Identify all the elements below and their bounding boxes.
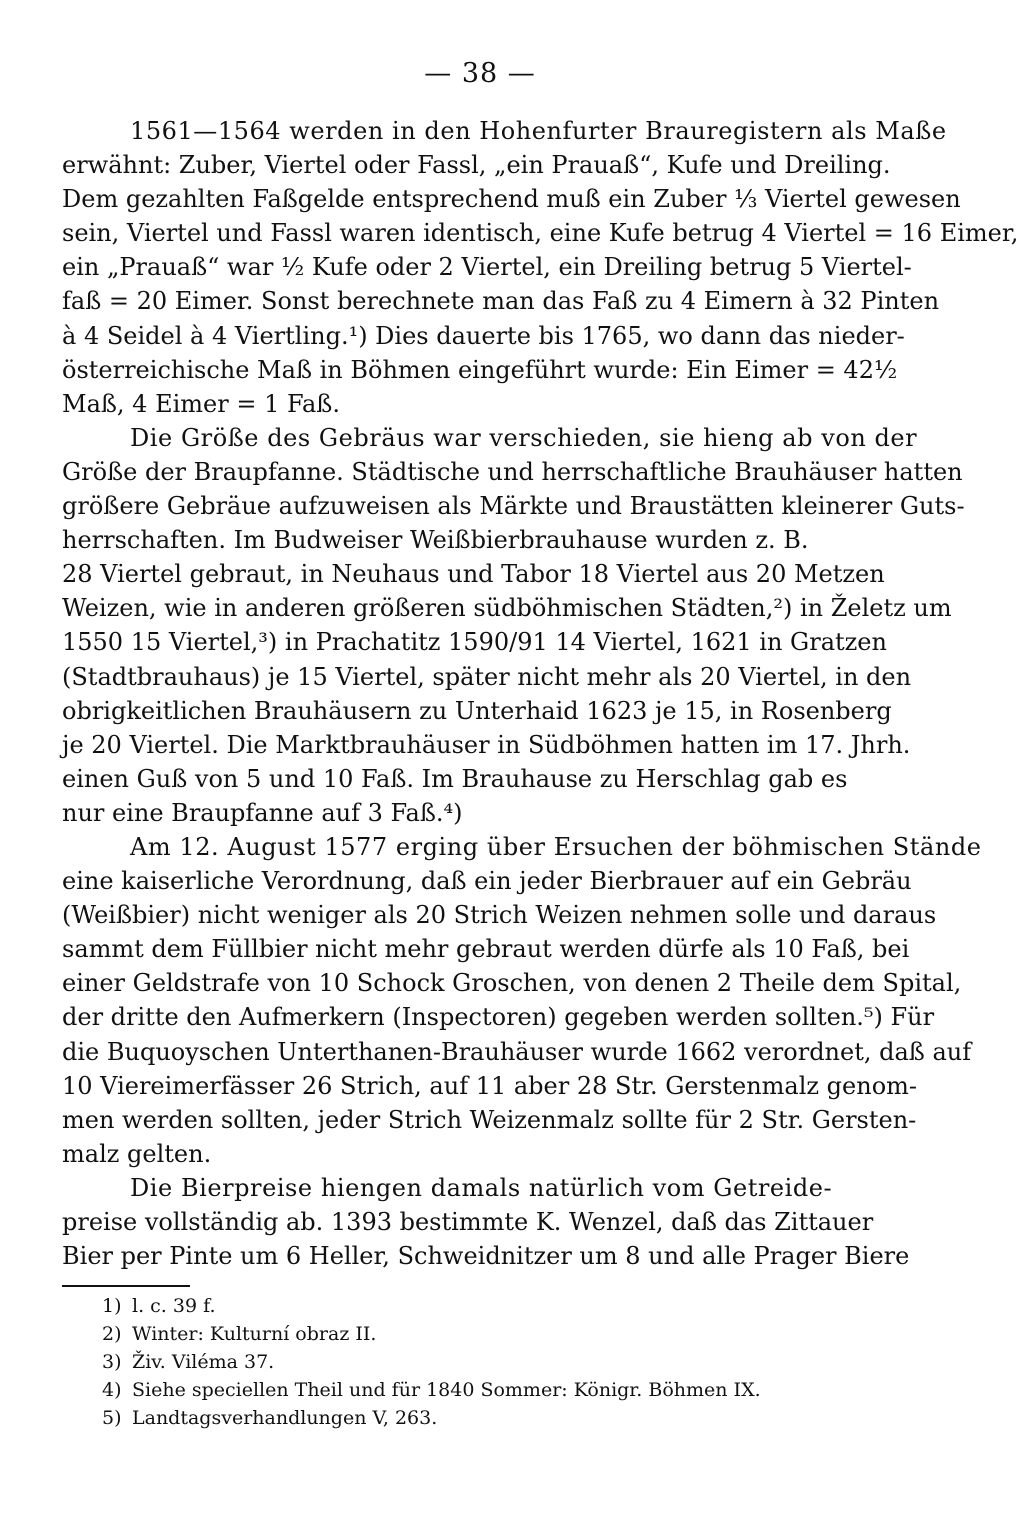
text-line: der dritte den Aufmerkern (Inspectoren) gegeben werden sollten.⁵) Für [62,1003,935,1032]
footnote-number: 1) [102,1295,122,1317]
text-line: einer Geldstrafe von 10 Schock Groschen, von denen 2 Theile dem Spital, [62,969,962,998]
text-line: herrschaften. Im Budweiser Weißbierbrauhause wurden z. B. [62,526,809,555]
footnote [102,1320,902,1348]
text-line: Bier per Pinte um 6 Heller, Schweidnitzer um 8 und alle Prager Biere [62,1242,910,1271]
footnote-text: Siehe speciellen Theil und für 1840 Sommer: Königr. Böhmen IX. [132,1379,761,1401]
text-line: einen Guß von 5 und 10 Faß. Im Brauhause zu Herschlag gab es [62,764,848,793]
text-line: (Weißbier) nicht weniger als 20 Strich Weizen nehmen solle und daraus [62,901,937,930]
footnote-text: Landtagsverhandlungen V, 263. [132,1407,438,1429]
text-line: sammt dem Füllbier nicht mehr gebraut werden dürfe als 10 Faß, bei [62,935,910,964]
text-line: eine kaiserliche Verordnung, daß ein jeder Bierbrauer auf ein Gebräu [62,867,912,896]
text-line: erwähnt: Zuber, Viertel oder Fassl, „ein Prauaß“, Kufe und Dreiling. [62,151,891,180]
footnote-text: Winter: Kulturní obraz II. [132,1323,377,1345]
text-line: Dem gezahlten Faßgelde entsprechend muß ein Zuber ⅓ Viertel gewesen [62,185,961,214]
text-line: Die Bierpreise hiengen damals natürlich vom Getreide- [130,1173,833,1202]
text-line: 1561—1564 werden in den Hohenfurter Brauregistern als Maße [130,117,947,145]
text-line: ein „Prauaß“ war ½ Kufe oder 2 Viertel, ein Dreiling betrug 5 Viertel- [62,253,912,282]
footnotes [102,1292,902,1432]
footnote-number: 3) [102,1351,122,1373]
footnote [102,1376,902,1404]
text-line: à 4 Seidel à 4 Viertling.¹) Dies dauerte bis 1765, wo dann das nieder- [62,321,905,350]
text-line: Maß, 4 Eimer = 1 Faß. [62,389,340,418]
text-line: faß = 20 Eimer. Sonst berechnete man das Faß zu 4 Eimern à 32 Pinten [62,287,940,316]
footnote-divider [62,1285,190,1287]
text-line: preise vollständig ab. 1393 bestimmte K. Wenzel, daß das Zittauer [62,1208,874,1236]
footnote [102,1348,902,1376]
text-line: (Stadtbrauhaus) je 15 Viertel, später nicht mehr als 20 Viertel, in den [62,662,912,691]
footnote [102,1404,902,1432]
text-line: Weizen, wie in anderen größeren südböhmischen Städten,²) in Želetz um [62,594,952,623]
footnote-number: 5) [102,1407,122,1429]
text-line: malz gelten. [62,1139,212,1168]
body-text [62,114,1018,1273]
text-line: Die Größe des Gebräus war verschieden, sie hieng ab von der [130,423,918,452]
text-line: sein, Viertel und Fassl waren identisch, eine Kufe betrug 4 Viertel = 16 Eimer, [62,219,1018,248]
text-line: Am 12. August 1577 erging über Ersuchen der böhmischen Stände [130,832,982,861]
text-line: Größe der Braupfanne. Städtische und herrschaftliche Brauhäuser hatten [62,457,963,486]
text-line: je 20 Viertel. Die Marktbrauhäuser in Südböhmen hatten im 17. Jhrh. [62,730,911,759]
footnote-number: 2) [102,1323,122,1345]
text-line: österreichische Maß in Böhmen eingeführt wurde: Ein Eimer = 42½ [62,355,898,384]
text-line: größere Gebräue aufzuweisen als Märkte und Braustätten kleinerer Guts- [62,492,965,521]
footnote [102,1292,902,1320]
text-line: obrigkeitlichen Brauhäusern zu Unterhaid 1623 je 15, in Rosenberg [62,696,892,725]
text-line: nur eine Braupfanne auf 3 Faß.⁴) [62,798,463,827]
footnote-text: Živ. Viléma 37. [132,1351,275,1373]
page-number: — 38 — [424,58,536,89]
text-line: die Buquoyschen Unterthanen-Brauhäuser wurde 1662 verordnet, daß auf [62,1037,972,1066]
text-line: 10 Viereimerfässer 26 Strich, auf 11 aber 28 Str. Gerstenmalz genom- [62,1071,918,1100]
footnote-number: 4) [102,1379,122,1401]
text-line: men werden sollten, jeder Strich Weizenmalz sollte für 2 Str. Gersten- [62,1105,917,1134]
text-line: 28 Viertel gebraut, in Neuhaus und Tabor 18 Viertel aus 20 Metzen [62,560,885,589]
text-line: 1550 15 Viertel,³) in Prachatitz 1590/91 14 Viertel, 1621 in Gratzen [62,628,887,657]
footnote-text: l. c. 39 f. [132,1295,216,1317]
